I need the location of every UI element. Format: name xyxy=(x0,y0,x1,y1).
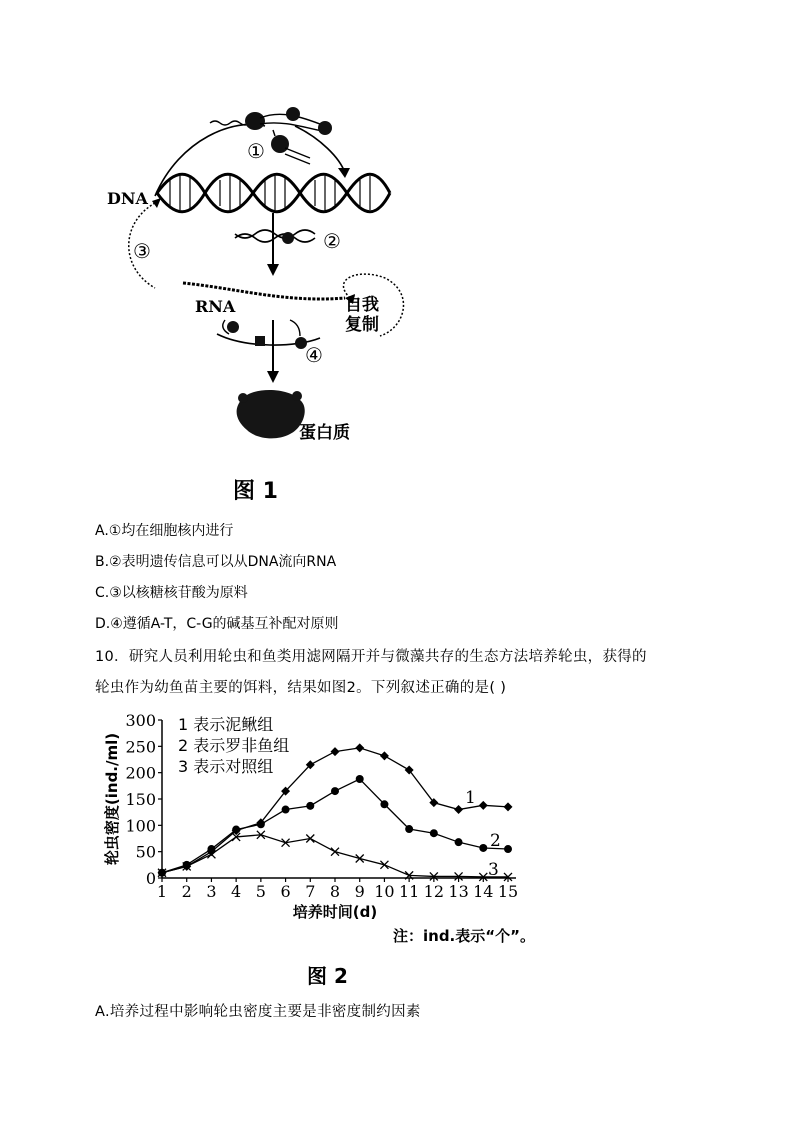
data-point xyxy=(282,806,290,814)
series-label-3: 3 xyxy=(488,860,499,880)
legend-entry: 1 表示泥鳅组 xyxy=(178,715,274,734)
dna-label: DNA xyxy=(107,189,148,208)
question-10-line-1: 10．研究人员利用轮虫和鱼类用滤网隔开并与微藻共存的生态方法培养轮虫，获得的 xyxy=(95,649,647,665)
x-tick-label: 9 xyxy=(354,882,365,901)
data-point xyxy=(405,825,413,833)
y-tick-label: 150 xyxy=(125,790,156,809)
data-point xyxy=(454,805,463,814)
data-point xyxy=(504,802,513,811)
y-tick-label: 250 xyxy=(125,737,156,757)
y-tick-label: 200 xyxy=(125,763,156,783)
question-10-option-a: A.培养过程中影响轮虫密度主要是非密度制约因素 xyxy=(95,1004,421,1020)
x-tick-label: 7 xyxy=(305,882,316,901)
data-point xyxy=(257,820,265,828)
x-axis-label: 培养时间(d) xyxy=(292,903,378,921)
option-a: A.①均在细胞核内进行 xyxy=(95,523,234,539)
protein-label: 蛋白质 xyxy=(299,423,350,443)
data-point xyxy=(504,845,512,853)
x-tick-label: 10 xyxy=(374,882,395,901)
data-point xyxy=(356,775,364,783)
x-tick-label: 13 xyxy=(448,882,469,901)
legend-entry: 2 表示罗非鱼组 xyxy=(178,736,290,755)
x-tick-label: 8 xyxy=(329,882,341,901)
option-c: C.③以核糖核苷酸为原料 xyxy=(95,585,248,601)
x-tick-label: 12 xyxy=(423,882,445,901)
data-point xyxy=(479,844,487,852)
process-2-label: ② xyxy=(323,229,341,253)
y-axis-label: 轮虫密度(ind./ml) xyxy=(103,732,121,866)
process-1-label: ① xyxy=(247,139,265,163)
x-tick-label: 1 xyxy=(156,882,168,901)
y-tick-label: 0 xyxy=(145,869,156,888)
data-point xyxy=(479,801,488,810)
x-tick-label: 15 xyxy=(497,882,519,901)
legend-entry: 3 表示对照组 xyxy=(178,757,274,776)
rna-label: RNA xyxy=(195,297,236,316)
data-point xyxy=(355,743,364,752)
question-10-line-2: 轮虫作为幼鱼苗主要的饵料，结果如图2。下列叙述正确的是( ) xyxy=(95,680,507,696)
data-point xyxy=(380,800,388,808)
self-replication-label-1: 自我 xyxy=(345,295,379,315)
x-tick-label: 2 xyxy=(181,882,192,901)
data-point xyxy=(455,838,463,846)
series-label-2: 2 xyxy=(490,831,501,851)
rotifer-density-chart xyxy=(95,708,565,953)
data-point xyxy=(331,747,340,756)
series-label-1: 1 xyxy=(465,788,476,808)
data-point xyxy=(380,751,389,760)
option-d: D.④遵循A-T，C-G的碱基互补配对原则 xyxy=(95,616,339,632)
data-point xyxy=(306,802,314,810)
data-point xyxy=(331,848,339,856)
chart-note: 注：ind.表示“个”。 xyxy=(393,927,535,945)
option-b: B.②表明遗传信息可以从DNA流向RNA xyxy=(95,554,337,570)
data-point xyxy=(232,826,240,834)
x-tick-label: 6 xyxy=(280,882,291,901)
x-tick-label: 5 xyxy=(255,882,266,901)
x-tick-label: 3 xyxy=(206,882,217,901)
x-tick-label: 11 xyxy=(398,882,420,901)
figure-1-caption: 图 1 xyxy=(233,479,278,504)
y-tick-label: 100 xyxy=(125,816,156,836)
central-dogma-diagram xyxy=(95,98,435,458)
process-4-label: ④ xyxy=(305,343,323,367)
chart-axes xyxy=(103,711,518,921)
self-replication-label-2: 复制 xyxy=(345,315,379,335)
process-3-label: ③ xyxy=(133,239,151,263)
y-tick-label: 50 xyxy=(135,842,156,862)
data-point xyxy=(430,829,438,837)
y-tick-label: 300 xyxy=(125,711,156,730)
data-point xyxy=(356,855,364,863)
x-tick-label: 14 xyxy=(473,882,494,901)
figure-2-caption: 图 2 xyxy=(307,964,348,988)
x-tick-label: 4 xyxy=(231,882,242,901)
data-point xyxy=(380,861,388,869)
data-point xyxy=(331,787,339,795)
